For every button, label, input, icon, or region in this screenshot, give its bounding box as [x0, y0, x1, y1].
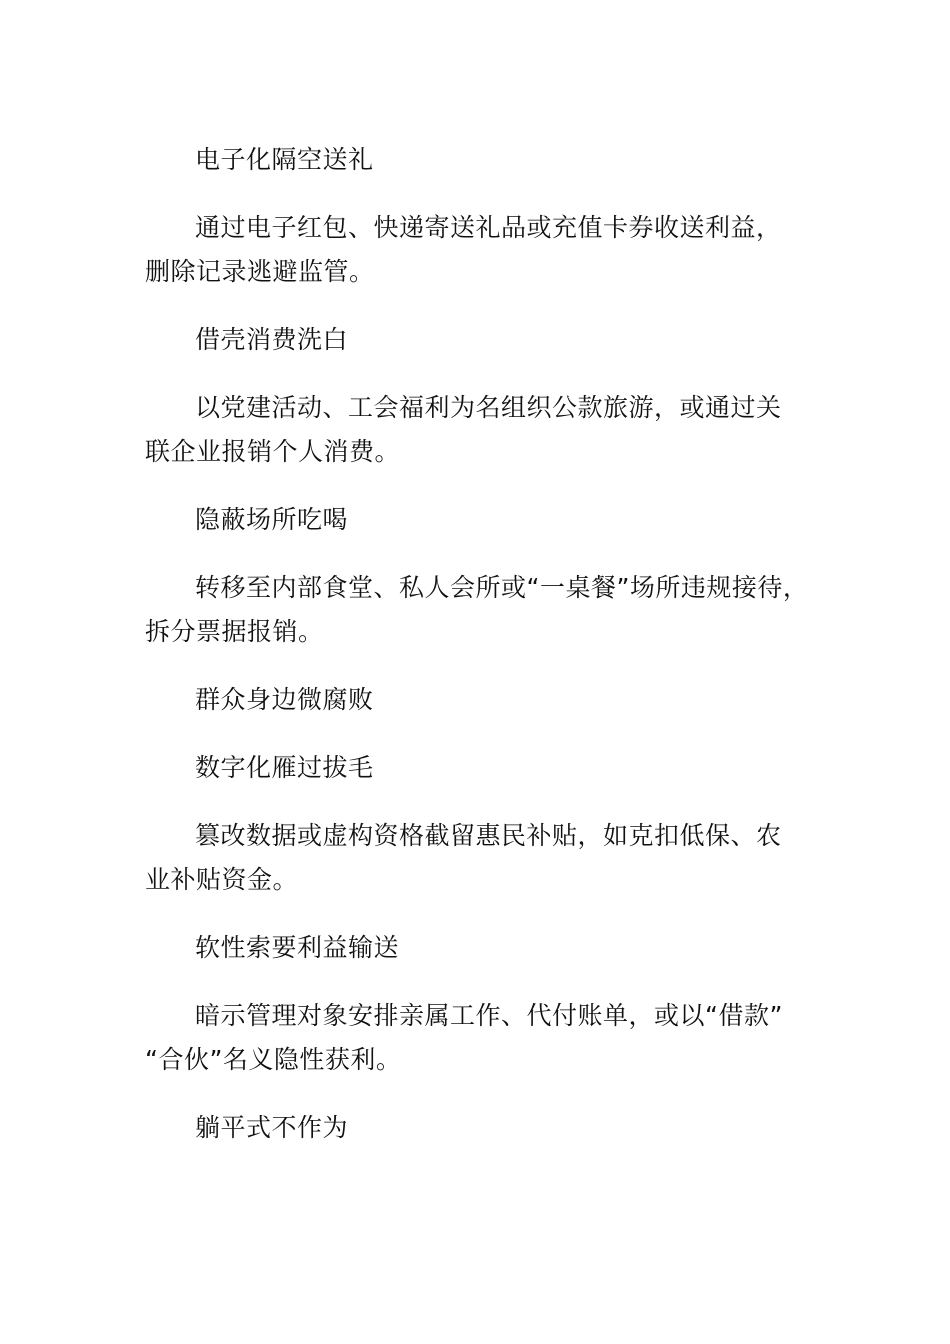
text-line: “合伙”名义隐性获利。 — [145, 1045, 402, 1074]
text-line: 联企业报销个人消费。 — [145, 437, 401, 466]
section-heading — [145, 318, 845, 362]
paragraph — [145, 566, 845, 654]
paragraph — [145, 814, 845, 902]
paragraph — [145, 386, 845, 474]
text-line: 以党建活动、工会福利为名组织公款旅游，或通过关 — [195, 393, 782, 422]
text-line: 电子化隔空送礼 — [195, 145, 374, 174]
section-heading — [145, 498, 845, 542]
text-line: 业补贴资金。 — [145, 865, 299, 894]
text-line: 软性索要利益输送 — [195, 933, 400, 962]
paragraph — [145, 994, 845, 1082]
text-line: 通过电子红包、快递寄送礼品或充值卡券收送利益， — [195, 213, 782, 242]
text-line: 隐蔽场所吃喝 — [195, 505, 349, 534]
text-line: 转移至内部食堂、私人会所或“一桌餐”场所违规接待， — [195, 573, 809, 602]
section-heading — [145, 138, 845, 182]
text-line: 篡改数据或虚构资格截留惠民补贴，如克扣低保、农 — [195, 821, 782, 850]
text-line: 躺平式不作为 — [195, 1113, 349, 1142]
text-line: 暗示管理对象安排亲属工作、代付账单，或以“借款” — [195, 1001, 783, 1030]
paragraph — [145, 206, 845, 294]
section-heading — [145, 678, 845, 722]
section-heading — [145, 1106, 845, 1150]
text-line: 借壳消费洗白 — [195, 325, 349, 354]
text-line: 数字化雁过拔毛 — [195, 753, 374, 782]
text-line: 群众身边微腐败 — [195, 685, 374, 714]
text-line: 删除记录逃避监管。 — [145, 257, 375, 286]
text-line: 拆分票据报销。 — [145, 617, 324, 646]
section-heading — [145, 746, 845, 790]
section-heading — [145, 926, 845, 970]
document-body — [145, 138, 845, 1174]
